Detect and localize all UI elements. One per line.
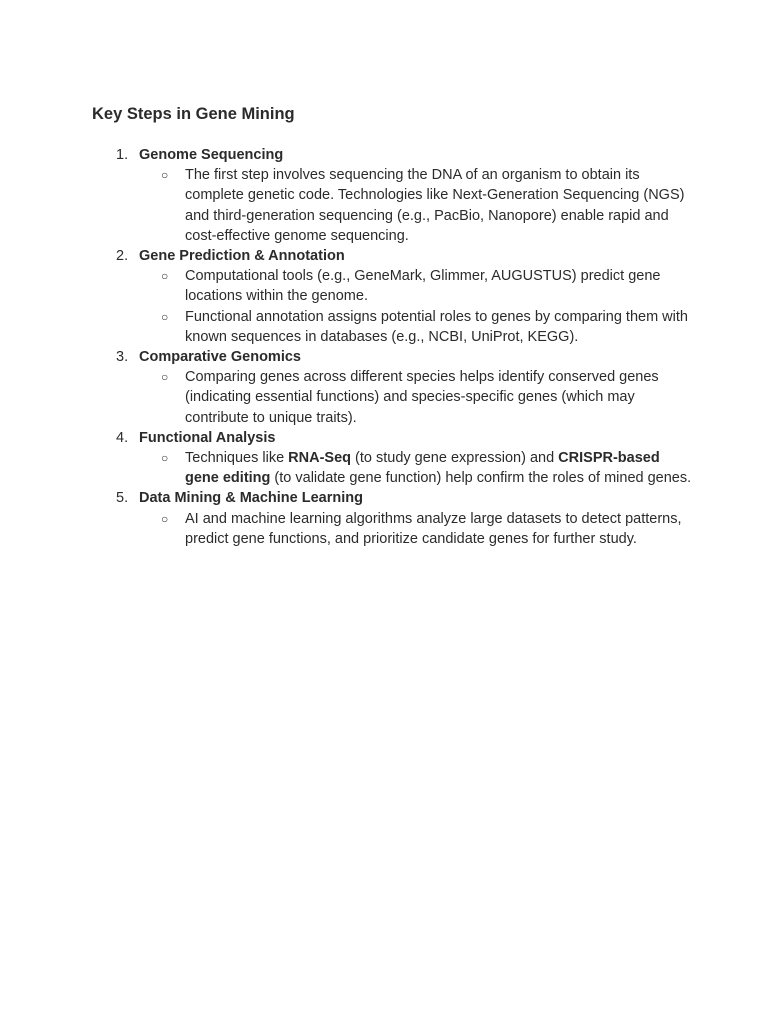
text-run: Computational tools (e.g., GeneMark, Glimmer, AUGUSTUS) predict gene locations within the genome. bbox=[185, 268, 661, 305]
step-title: Comparative Genomics bbox=[139, 349, 301, 366]
text-run: (to study gene expression) and bbox=[351, 450, 559, 467]
step-item bbox=[92, 246, 692, 347]
bold-term: CRISPR-based gene editing bbox=[185, 450, 660, 487]
bullet-icon: ○ bbox=[161, 309, 169, 324]
bold-term: RNA-Seq bbox=[288, 450, 352, 467]
bullet-icon: ○ bbox=[161, 370, 169, 385]
sub-text bbox=[185, 369, 659, 425]
step-item bbox=[92, 347, 692, 428]
text-run: Functional annotation assigns potential roles to genes by comparing them with known sequences in databases (e.g., NCBI, UniProt, KEGG). bbox=[185, 308, 688, 345]
step-title: Gene Prediction & Annotation bbox=[139, 248, 345, 265]
sub-list bbox=[139, 165, 692, 246]
text-run: Techniques like bbox=[185, 450, 289, 467]
step-title: Genome Sequencing bbox=[139, 147, 284, 163]
step-number: 5. bbox=[116, 490, 129, 507]
step-item bbox=[92, 145, 692, 246]
step-title: Functional Analysis bbox=[139, 429, 276, 446]
bullet-icon: ○ bbox=[161, 451, 169, 466]
sub-text bbox=[185, 450, 691, 486]
text-run: The first step involves sequencing the DNA of an organism to obtain its complete genetic code. Technologies like Next-Generation Sequencing (NGS) and third-generation sequencing (e.g., PacBio, Nanopore) enable rapid and cost-effective genome sequencing. bbox=[185, 167, 685, 244]
sub-list bbox=[139, 367, 692, 428]
steps-list bbox=[92, 145, 692, 549]
sub-item bbox=[139, 509, 692, 549]
text-run: Comparing genes across different species helps identify conserved genes (indicating essential functions) and species-specific genes (which may contribute to unique traits). bbox=[185, 369, 659, 426]
sub-item bbox=[139, 165, 692, 246]
sub-item bbox=[139, 307, 692, 347]
sub-text bbox=[185, 511, 682, 547]
step-item bbox=[92, 428, 692, 489]
step-title: Data Mining & Machine Learning bbox=[139, 490, 363, 507]
text-run: (to validate gene function) help confirm the roles of mined genes. bbox=[270, 470, 692, 487]
sub-list bbox=[139, 509, 692, 549]
step-number: 4. bbox=[116, 429, 129, 446]
sub-text bbox=[185, 167, 684, 244]
sub-item bbox=[139, 266, 692, 306]
bullet-icon: ○ bbox=[161, 168, 169, 183]
sub-item bbox=[139, 448, 692, 488]
bullet-icon: ○ bbox=[161, 511, 169, 526]
step-number: 1. bbox=[116, 147, 129, 163]
sub-item bbox=[139, 367, 692, 428]
sub-list bbox=[139, 266, 692, 347]
sub-text bbox=[185, 268, 660, 304]
sub-list bbox=[139, 448, 692, 488]
step-item bbox=[92, 488, 692, 549]
step-number: 2. bbox=[116, 248, 129, 265]
document-title: Key Steps in Gene Mining bbox=[92, 105, 295, 123]
text-run: AI and machine learning algorithms analyze large datasets to detect patterns, predict gene functions, and prioritize candidate genes for further study. bbox=[185, 510, 682, 547]
bullet-icon: ○ bbox=[161, 269, 169, 284]
sub-text bbox=[185, 309, 688, 345]
step-number: 3. bbox=[116, 349, 129, 366]
